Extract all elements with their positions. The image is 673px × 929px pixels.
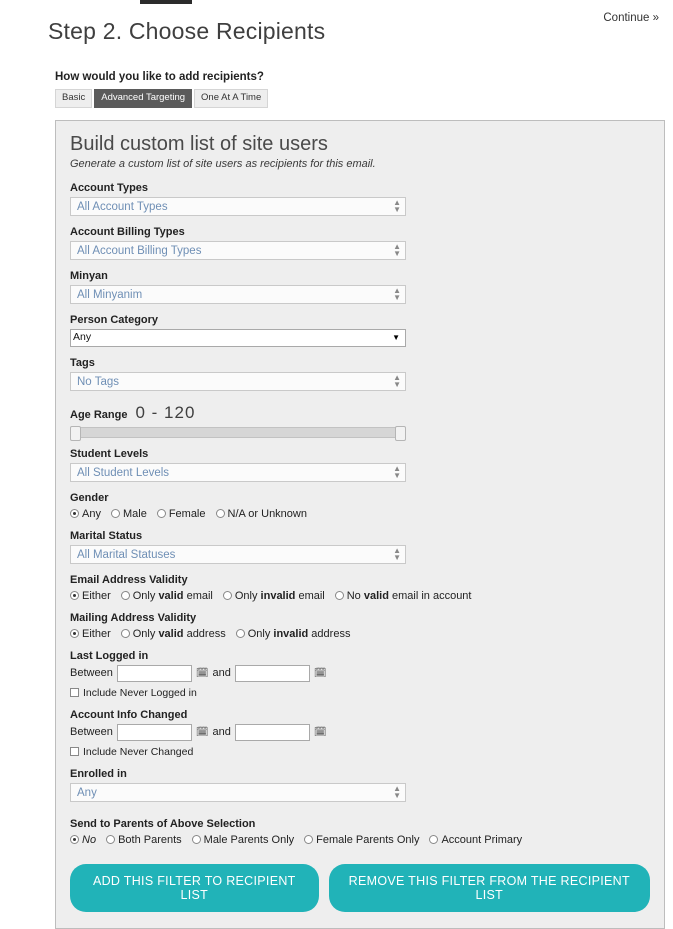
- email-validity-option-label: No valid email in account: [346, 589, 472, 602]
- include-never-changed-row[interactable]: [70, 746, 650, 758]
- send-to-parents-option-both[interactable]: [106, 834, 182, 846]
- minyan-select[interactable]: [70, 285, 406, 304]
- stepper-icon[interactable]: ▲ ▼: [393, 545, 401, 562]
- radio-icon: [157, 509, 166, 518]
- enrolled-in-select[interactable]: [70, 783, 406, 802]
- stepper-icon[interactable]: ▲ ▼: [393, 372, 401, 389]
- person-category-label: Person Category: [70, 313, 159, 326]
- active-tab-indicator: [140, 0, 192, 4]
- gender-option-any[interactable]: [70, 508, 101, 520]
- account-types-select[interactable]: [70, 197, 406, 216]
- student-levels-select[interactable]: [70, 463, 406, 482]
- mailing-validity-radio-group: [70, 628, 650, 640]
- between-label: Between: [70, 667, 113, 679]
- last-logged-in-from-input[interactable]: [117, 665, 192, 682]
- email-validity-label: Email Address Validity: [70, 573, 188, 586]
- radio-icon: [236, 629, 245, 638]
- radio-icon: [70, 629, 79, 638]
- age-range-slider-handle-min[interactable]: [70, 426, 81, 441]
- mailing-validity-option-label: Only invalid address: [247, 627, 351, 640]
- mailing-validity-option-label: Only valid address: [132, 627, 226, 640]
- remove-filter-button[interactable]: REMOVE THIS FILTER FROM THE RECIPIENT LIST: [329, 864, 650, 912]
- add-filter-button[interactable]: ADD THIS FILTER TO RECIPIENT LIST: [70, 864, 319, 912]
- account-types-label: Account Types: [70, 181, 149, 194]
- stepper-icon[interactable]: ▲ ▼: [393, 197, 401, 214]
- include-never-logged-in-row[interactable]: [70, 687, 650, 699]
- send-to-parents-radio-group: [70, 834, 650, 846]
- send-to-parents-option-male[interactable]: [192, 834, 294, 846]
- and-label: and: [212, 667, 231, 679]
- person-category-select[interactable]: [70, 329, 406, 347]
- last-logged-in-to-input[interactable]: [235, 665, 310, 682]
- chevron-down-icon: ▼: [392, 332, 400, 342]
- send-to-parents-option-label: Female Parents Only: [316, 833, 420, 846]
- age-range-value: 0 - 120: [135, 402, 196, 422]
- account-info-changed-to-input[interactable]: [235, 724, 310, 741]
- gender-option-na[interactable]: [216, 508, 307, 520]
- gender-option-female[interactable]: [157, 508, 206, 520]
- email-validity-radio-group: [70, 590, 650, 602]
- radio-icon: [106, 835, 115, 844]
- minyan-label: Minyan: [70, 269, 108, 282]
- radio-icon: [121, 629, 130, 638]
- send-to-parents-option-no[interactable]: [70, 834, 96, 846]
- checkbox-icon: [70, 688, 79, 697]
- send-to-parents-label: Send to Parents of Above Selection: [70, 817, 256, 830]
- mailing-validity-option-only-invalid[interactable]: [236, 628, 351, 640]
- account-types-value: All Account Types: [77, 200, 168, 213]
- radio-icon: [70, 835, 79, 844]
- marital-status-value: All Marital Statuses: [77, 548, 176, 561]
- include-never-changed-label: Include Never Changed: [83, 745, 194, 758]
- account-info-changed-label: Account Info Changed: [70, 708, 188, 721]
- account-billing-types-label: Account Billing Types: [70, 225, 185, 238]
- radio-icon: [335, 591, 344, 600]
- send-to-parents-option-label: No: [82, 833, 97, 846]
- radio-icon: [70, 509, 79, 518]
- send-to-parents-option-label: Both Parents: [118, 833, 182, 846]
- page-title: Step 2. Choose Recipients: [48, 18, 326, 44]
- email-validity-option-label: Either: [82, 589, 111, 602]
- age-range-row: [70, 403, 650, 423]
- and-label: and: [212, 726, 231, 738]
- radio-icon: [223, 591, 232, 600]
- mailing-validity-option-only-valid[interactable]: [121, 628, 226, 640]
- tab-one-at-a-time[interactable]: One At A Time: [194, 89, 268, 108]
- email-validity-option-label: Only valid email: [132, 589, 213, 602]
- radio-icon: [192, 835, 201, 844]
- tags-select[interactable]: [70, 372, 406, 391]
- stepper-icon[interactable]: ▲ ▼: [393, 241, 401, 258]
- email-validity-option-label: Only invalid email: [234, 589, 325, 602]
- mailing-validity-option-label: Either: [82, 627, 111, 640]
- mailing-validity-option-either[interactable]: [70, 628, 111, 640]
- filter-action-buttons: [70, 864, 650, 912]
- account-info-changed-date-row: [70, 724, 650, 741]
- gender-option-label: Any: [82, 507, 101, 520]
- gender-radio-group: [70, 508, 650, 520]
- email-validity-option-no-valid[interactable]: [335, 590, 472, 602]
- calendar-icon[interactable]: 🗓: [313, 726, 327, 738]
- panel-title: Build custom list of site users: [70, 132, 328, 155]
- calendar-icon[interactable]: 🗓: [195, 667, 209, 679]
- send-to-parents-option-female[interactable]: [304, 834, 419, 846]
- recipients-question-label: How would you like to add recipients?: [55, 71, 264, 83]
- minyan-value: All Minyanim: [77, 288, 143, 301]
- custom-list-panel: [55, 120, 665, 929]
- age-range-slider[interactable]: [70, 427, 406, 438]
- calendar-icon[interactable]: 🗓: [195, 726, 209, 738]
- tab-basic[interactable]: Basic: [55, 89, 92, 108]
- recipient-mode-tabs: [55, 89, 673, 108]
- student-levels-label: Student Levels: [70, 447, 149, 460]
- gender-option-label: Male: [122, 507, 147, 520]
- send-to-parents-option-account-primary[interactable]: [429, 834, 522, 846]
- calendar-icon[interactable]: 🗓: [313, 667, 327, 679]
- age-range-slider-handle-max[interactable]: [395, 426, 406, 441]
- account-billing-types-select[interactable]: [70, 241, 406, 260]
- account-info-changed-from-input[interactable]: [117, 724, 192, 741]
- radio-icon: [111, 509, 120, 518]
- email-validity-option-only-valid[interactable]: [121, 590, 213, 602]
- radio-icon: [429, 835, 438, 844]
- send-to-parents-option-label: Male Parents Only: [203, 833, 295, 846]
- gender-option-male[interactable]: [111, 508, 147, 520]
- radio-icon: [304, 835, 313, 844]
- gender-option-label: Female: [168, 507, 206, 520]
- gender-label: Gender: [70, 491, 109, 504]
- radio-icon: [70, 591, 79, 600]
- radio-icon: [121, 591, 130, 600]
- marital-status-label: Marital Status: [70, 529, 143, 542]
- stepper-icon[interactable]: ▲ ▼: [393, 463, 401, 480]
- stepper-icon[interactable]: ▲ ▼: [393, 285, 401, 302]
- include-never-logged-in-label: Include Never Logged in: [83, 686, 197, 699]
- enrolled-in-label: Enrolled in: [70, 767, 127, 780]
- mailing-validity-label: Mailing Address Validity: [70, 611, 197, 624]
- student-levels-value: All Student Levels: [77, 466, 170, 479]
- last-logged-in-label: Last Logged in: [70, 649, 149, 662]
- enrolled-in-value: Any: [77, 786, 97, 799]
- panel-subtitle: Generate a custom list of site users as recipients for this email.: [70, 157, 376, 170]
- gender-option-label: N/A or Unknown: [227, 507, 307, 520]
- radio-icon: [216, 509, 225, 518]
- browser-tab-strip: [0, 0, 673, 4]
- checkbox-icon: [70, 747, 79, 756]
- continue-link[interactable]: Continue »: [603, 12, 659, 24]
- last-logged-in-date-row: [70, 665, 650, 682]
- stepper-icon[interactable]: ▲ ▼: [393, 783, 401, 800]
- marital-status-select[interactable]: [70, 545, 406, 564]
- tags-value: No Tags: [77, 375, 119, 388]
- email-validity-option-either[interactable]: [70, 590, 111, 602]
- person-category-value: Any: [73, 330, 92, 343]
- account-billing-types-value: All Account Billing Types: [77, 244, 202, 257]
- tags-label: Tags: [70, 356, 95, 369]
- email-validity-option-only-invalid[interactable]: [223, 590, 325, 602]
- between-label: Between: [70, 726, 113, 738]
- tab-advanced-targeting[interactable]: Advanced Targeting: [94, 89, 192, 108]
- send-to-parents-option-label: Account Primary: [441, 833, 523, 846]
- age-range-label: Age Range: [70, 408, 128, 421]
